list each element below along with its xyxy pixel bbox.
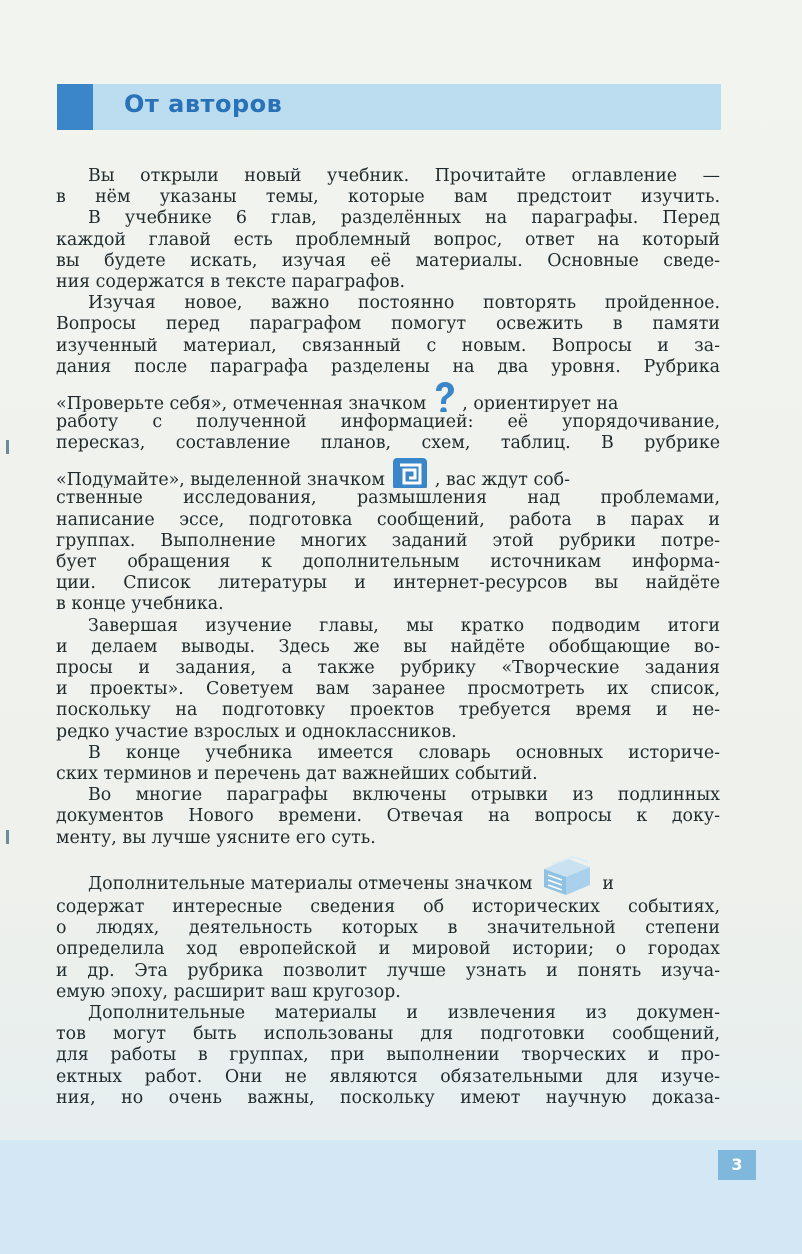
text-line: для работы в группах, при выполнении творческих и про-: [56, 1045, 720, 1066]
text-line: В учебнике 6 глав, разделённых на параграфы. Перед: [88, 208, 720, 229]
bottom-band: [0, 1140, 802, 1254]
header-accent: [57, 84, 93, 130]
text-line: о людях, деятельность которых в значительной степени: [56, 918, 720, 939]
text-fragment: , вас ждут соб-: [434, 470, 571, 489]
text-line: вы будете искать, изучая её материалы. Основные сведе-: [56, 250, 720, 271]
text-line: в нём указаны темы, которые вам предстоит изучить.: [56, 187, 720, 208]
edge-mark: [6, 440, 9, 454]
text-line: ции. Список литературы и интернет-ресурсов вы найдёте: [56, 573, 720, 594]
text-line: просы и задания, а также рубрику «Творческие задания: [56, 658, 720, 679]
text-line: группах. Выполнение многих заданий этой рубрики потре-: [56, 530, 720, 551]
text-line: Дополнительные материалы и извлечения из докумен-: [88, 1002, 720, 1023]
spiral-square-icon: [391, 457, 429, 488]
question-mark-icon: [432, 381, 456, 412]
text-fragment: «Проверьте себя», отмеченная значком: [56, 394, 427, 413]
text-line-with-icon: [56, 378, 720, 412]
text-line: Вы открыли новый учебник. Прочитайте оглавление —: [88, 166, 720, 186]
text-line: Завершая изучение главы, мы кратко подводим итоги: [88, 615, 720, 636]
text-line: каждой главой есть проблемный вопрос, ответ на который: [56, 229, 720, 250]
text-line: и др. Эта рубрика позволит лучше узнать и понять изуча-: [56, 960, 720, 981]
text-line: ектных работ. Они не являются обязательными для изуче-: [56, 1066, 720, 1087]
edge-mark: [6, 830, 9, 844]
text-line: поскольку на подготовку проектов требуется время и не-: [56, 700, 720, 721]
book-icon: [538, 855, 596, 897]
text-line: менту, вы лучше уясните его суть.: [56, 827, 376, 848]
text-fragment: Дополнительные материалы отмечены значком: [88, 873, 533, 894]
text-line: дания после параграфа разделены на два уровня. Рубрика: [56, 356, 720, 377]
body-text: [56, 166, 720, 1109]
text-fragment: , ориентирует на: [462, 394, 619, 413]
text-line: и проекты». Советуем вам заранее просмотреть их список,: [56, 679, 720, 700]
text-line: Во многие параграфы включены отрывки из подлинных: [88, 785, 720, 806]
page-number: 3: [718, 1150, 756, 1180]
page-title: От авторов: [124, 90, 283, 118]
text-line: работу с полученной информацией: её упорядочивание,: [56, 412, 720, 433]
text-line: содержат интересные сведения об исторических событиях,: [56, 896, 720, 917]
text-line: тов могут быть использованы для подготовки сообщений,: [56, 1024, 720, 1045]
text-line: изученный материал, связанный с новым. Вопросы и за-: [56, 335, 720, 356]
text-line: в конце учебника.: [56, 594, 224, 615]
text-line: ских терминов и перечень дат важнейших событий.: [56, 764, 538, 785]
text-line: редко участие взрослых и одноклассников.: [56, 721, 457, 742]
text-fragment: и: [602, 873, 614, 894]
text-fragment: «Подумайте», выделенной значком: [56, 470, 385, 489]
text-line: В конце учебника имеется словарь основных историче-: [88, 742, 720, 763]
text-line: написание эссе, подготовка сообщений, работа в парах и: [56, 509, 720, 530]
text-line: бует обращения к дополнительным источникам информа-: [56, 552, 720, 573]
text-line: ния, но очень важны, поскольку имеют научную доказа-: [56, 1087, 720, 1108]
text-line: определила ход европейской и мировой истории; о городах: [56, 939, 720, 960]
text-line: емую эпоху, расширит ваш кругозор.: [56, 981, 401, 1002]
text-line: ственные исследования, размышления над проблемами,: [56, 488, 720, 509]
text-line: Изучая новое, важно постоянно повторять пройденное.: [88, 293, 720, 314]
text-line: ния содержатся в тексте параграфов.: [56, 272, 406, 293]
text-line: и делаем выводы. Здесь же вы найдёте обобщающие во-: [56, 636, 720, 657]
text-line: пересказ, составление планов, схем, таблиц. В рубрике: [56, 433, 720, 454]
text-line: Вопросы перед параграфом помогут освежить в памяти: [56, 314, 720, 335]
text-line-with-icon: [56, 454, 720, 488]
text-line: документов Нового времени. Отвечая на вопросы к доку-: [56, 806, 720, 827]
text-line-with-icon: [56, 853, 720, 897]
